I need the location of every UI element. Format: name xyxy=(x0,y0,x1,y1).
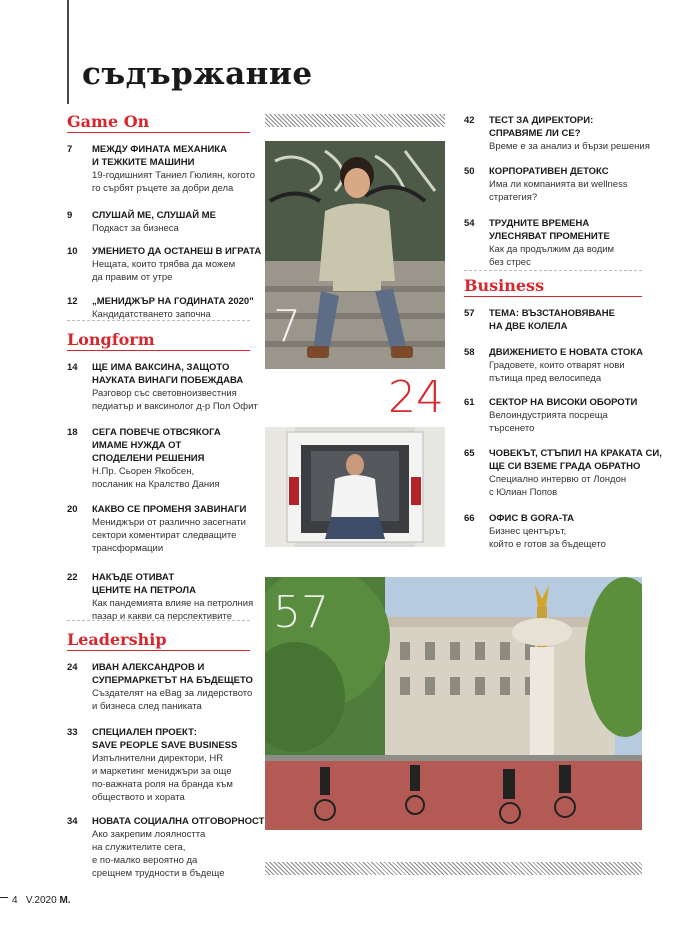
entry-title: НОВАТА СОЦИАЛНА ОТГОВОРНОСТ xyxy=(92,816,265,827)
hatch-bar xyxy=(265,862,642,875)
entry-page: 18 xyxy=(67,427,78,438)
entry-desc: Подкаст за бизнеса xyxy=(92,223,179,234)
photo-page-number: 7 xyxy=(273,301,301,352)
entry-title: СПЕЦИАЛЕН ПРОЕКТ: SAVE PEOPLE SAVE BUSINESS xyxy=(92,727,238,751)
footer-rule xyxy=(0,897,8,898)
photo-page-number: 57 xyxy=(273,587,329,638)
section-rule xyxy=(67,132,250,133)
entry-desc: Ако закрепим лоялността на служителите сега, е по-малко вероятно да срещнем трудности в бъдеще xyxy=(92,829,225,879)
entry-page: 61 xyxy=(464,397,475,408)
section-rule xyxy=(464,296,642,297)
divider xyxy=(464,270,642,271)
entry-page: 22 xyxy=(67,572,78,583)
entry-title: ТЕМА: ВЪЗСТАНОВЯВАНЕ НА ДВЕ КОЛЕЛА xyxy=(489,308,615,332)
page-title: съдържание xyxy=(82,56,313,92)
photo-cyclists xyxy=(265,577,642,830)
entry-page: 7 xyxy=(67,144,73,155)
footer-magazine: M. xyxy=(59,895,71,906)
entry-desc: Време е за анализ и бързи решения xyxy=(489,141,650,152)
section-longform: Longform xyxy=(67,330,155,349)
entry-page: 58 xyxy=(464,347,475,358)
entry-page: 24 xyxy=(67,662,78,673)
entry-desc: Създателят на eBag за лидерството и бизнеса след паниката xyxy=(92,688,253,712)
entry-page: 20 xyxy=(67,504,78,515)
entry-title: ЩЕ ИМА ВАКСИНА, ЗАЩОТО НАУКАТА ВИНАГИ ПОБЕЖДАВА xyxy=(92,362,244,386)
entry-page: 12 xyxy=(67,296,78,307)
entry-desc: Мениджъри от различно засегнати сектори коментират следващите трансформации xyxy=(92,517,246,554)
entry-desc: Н.Пр. Сьорен Якобсен, посланик на Кралство Дания xyxy=(92,466,220,490)
entry-desc: Градовете, които отварят нови пътища пред велосипеда xyxy=(489,360,625,384)
entry-title: ТЕСТ ЗА ДИРЕКТОРИ: СПРАВЯМЕ ЛИ СЕ? xyxy=(489,115,594,139)
section-rule xyxy=(67,350,250,351)
entry-page: 54 xyxy=(464,218,475,229)
page-number-24: 24 xyxy=(388,372,444,423)
entry-page: 57 xyxy=(464,308,475,319)
footer-page-number: 4 xyxy=(12,895,18,906)
entry-title: ЧОВЕКЪТ, СТЪПИЛ НА КРАКАТА СИ, ЩЕ СИ ВЗЕМЕ ГРАДА ОБРАТНО xyxy=(489,448,662,472)
entry-title: ИВАН АЛЕКСАНДРОВ И СУПЕРМАРКЕТЪТ НА БЪДЕЩЕТО xyxy=(92,662,253,686)
entry-title: МЕЖДУ ФИНАТА МЕХАНИКА И ТЕЖКИТЕ МАШИНИ xyxy=(92,144,227,168)
entry-title: СЕГА ПОВЕЧЕ ОТВСЯКОГА ИМАМЕ НУЖДА ОТ СПОДЕЛЕНИ РЕШЕНИЯ xyxy=(92,427,221,464)
entry-desc: Велоиндустрията посреща търсенето xyxy=(489,410,608,434)
entry-title: ТРУДНИТЕ ВРЕМЕНА УЛЕСНЯВАТ ПРОМЕНИТЕ xyxy=(489,218,610,242)
entry-page: 50 xyxy=(464,166,475,177)
entry-title: „МЕНИДЖЪР НА ГОДИНАТА 2020" xyxy=(92,296,254,307)
entry-desc: Нещата, които трябва да можем да правим от утре xyxy=(92,259,236,283)
hatch-bar xyxy=(265,114,445,127)
section-rule xyxy=(67,650,250,651)
title-rule xyxy=(67,0,69,104)
entry-page: 14 xyxy=(67,362,78,373)
photo-young-man xyxy=(265,141,445,369)
section-game-on: Game On xyxy=(67,112,150,131)
entry-desc: Специално интервю от Лондон с Юлиан Попов xyxy=(489,474,627,498)
entry-title: НАКЪДЕ ОТИВАТ ЦЕНИТЕ НА ПЕТРОЛА xyxy=(92,572,196,596)
entry-title: КОРПОРАТИВЕН ДЕТОКС xyxy=(489,166,609,177)
entry-desc: Изпълнителни директори, HR и маркетинг мениджъри за още по-важната роля на бранда към обществото и хората xyxy=(92,753,233,803)
entry-page: 9 xyxy=(67,210,73,221)
footer-issue: V.2020 xyxy=(25,895,57,906)
entry-title: КАКВО СЕ ПРОМЕНЯ ЗАВИНАГИ xyxy=(92,504,247,515)
section-leadership: Leadership xyxy=(67,630,167,649)
entry-desc: Как пандемията влияе на петролния пазар и какви са перспективите xyxy=(92,598,254,622)
entry-title: СЕКТОР НА ВИСОКИ ОБОРОТИ xyxy=(489,397,638,408)
footer xyxy=(12,895,71,906)
entry-desc: 19-годишният Таниел Гюлиян, когото го сърбят ръцете за добри дела xyxy=(92,170,256,194)
entry-desc: Как да продължим да водим без стрес xyxy=(489,244,615,268)
entry-page: 65 xyxy=(464,448,475,459)
entry-title: ОФИС В GORA-TA xyxy=(489,513,574,524)
entry-page: 42 xyxy=(464,115,475,126)
entry-desc: Бизнес центърът, който е готов за бъдещето xyxy=(489,526,606,550)
entry-desc: Кандидатстването започна xyxy=(92,309,211,320)
entry-page: 33 xyxy=(67,727,78,738)
entry-desc: Разговор със световноизвестния педиатър и ваксинолог д-р Пол Офит xyxy=(92,388,258,412)
entry-page: 10 xyxy=(67,246,78,257)
entry-page: 34 xyxy=(67,816,78,827)
entry-title: ДВИЖЕНИЕТО Е НОВАТА СТОКА xyxy=(489,347,643,358)
entry-title: СЛУШАЙ МЕ, СЛУШАЙ МЕ xyxy=(92,210,216,221)
photo-man-van xyxy=(265,427,445,547)
entry-page: 66 xyxy=(464,513,475,524)
section-business: Business xyxy=(464,276,545,295)
entry-desc: Има ли компанията ви wellness стратегия? xyxy=(489,179,628,203)
entry-title: УМЕНИЕТО ДА ОСТАНЕШ В ИГРАТА xyxy=(92,246,262,257)
